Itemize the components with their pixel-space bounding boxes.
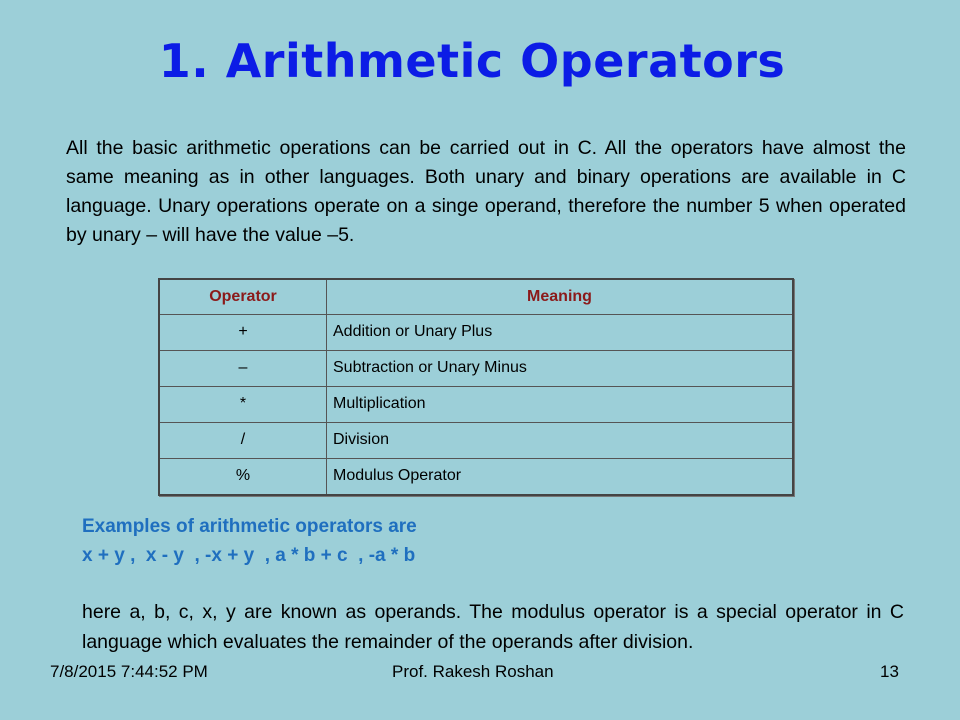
notes-paragraph: here a, b, c, x, y are known as operands. The modulus operator is a special operator in C language which evaluates the remainder of the operands after division. — [82, 601, 904, 653]
table-row — [159, 350, 793, 386]
table-row — [159, 386, 793, 422]
footer-page-number: 13 — [880, 662, 899, 681]
operator-cell: – — [159, 350, 327, 386]
operator-cell: * — [159, 386, 327, 422]
examples-block — [82, 512, 417, 570]
meaning-cell: Addition or Unary Plus — [327, 315, 794, 351]
examples-heading: Examples of arithmetic operators are — [82, 516, 417, 537]
meaning-cell: Modulus Operator — [327, 458, 794, 495]
operator-cell: / — [159, 422, 327, 458]
table-row — [159, 315, 793, 351]
table-row — [159, 422, 793, 458]
header-meaning: Meaning — [327, 279, 794, 315]
examples-list: x + y , x - y , -x + y , a * b + c , -a * b — [82, 545, 416, 566]
footer-author: Prof. Rakesh Roshan — [392, 662, 554, 681]
slide-title: 1. Arithmetic Operators — [158, 34, 786, 88]
table-row — [159, 458, 793, 495]
intro-paragraph: All the basic arithmetic operations can be carried out in C. All the operators have almost the same meaning as in other languages. Both unary and binary operations are available in C language. Unary operations operate on a singe operand, therefore the number 5 when operated by unary – will have the value –5. — [66, 137, 906, 246]
meaning-cell: Multiplication — [327, 386, 794, 422]
table-header-row — [159, 279, 793, 315]
footer-date: 7/8/2015 7:44:52 PM — [50, 662, 208, 681]
header-operator: Operator — [159, 279, 327, 315]
operator-cell: + — [159, 315, 327, 351]
meaning-cell: Subtraction or Unary Minus — [327, 350, 794, 386]
meaning-cell: Division — [327, 422, 794, 458]
operators-table — [158, 278, 794, 496]
operator-cell: % — [159, 458, 327, 495]
